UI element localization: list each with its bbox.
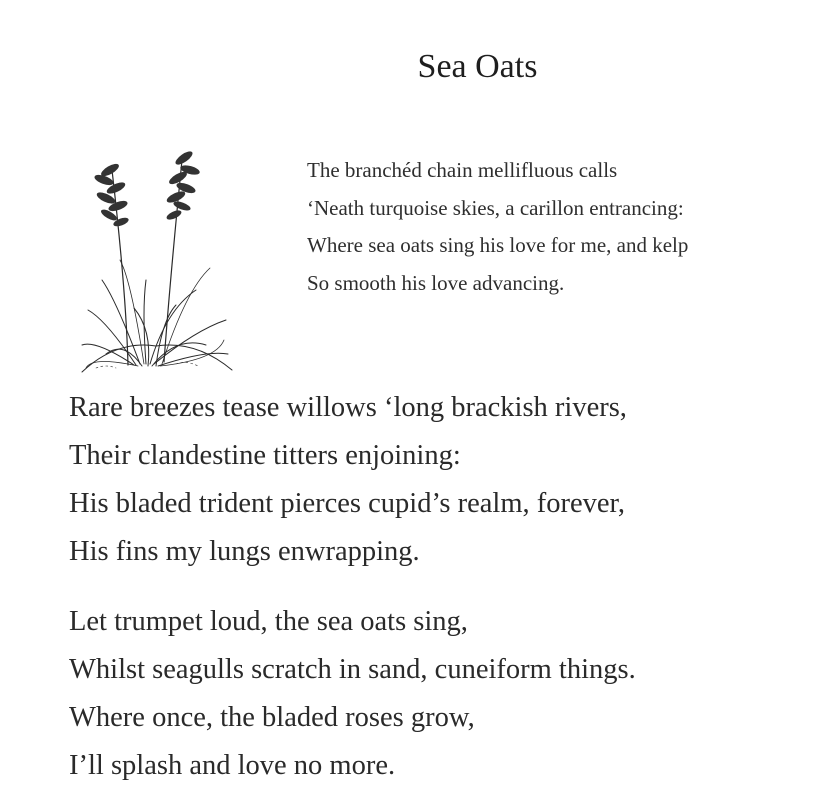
poem-line: I’ll splash and love no more. bbox=[69, 750, 396, 781]
poem-line: The branchéd chain mellifluous calls bbox=[307, 158, 618, 182]
poem-line: Rare breezes tease willows ‘long brackish rivers, bbox=[69, 392, 627, 423]
poem-line: His bladed trident pierces cupid’s realm, forever, bbox=[69, 488, 625, 519]
poem-line: ‘Neath turquoise skies, a carillon entrancing: bbox=[307, 195, 684, 220]
poem-line: Whilst seagulls scratch in sand, cuneiform things. bbox=[69, 654, 636, 685]
poem-line: Where once, the bladed roses grow, bbox=[69, 702, 475, 733]
sea-oats-illustration bbox=[76, 140, 236, 380]
poem-line: So smooth his love advancing. bbox=[307, 270, 565, 295]
poem-line: Their clandestine titters enjoining: bbox=[69, 440, 461, 471]
poem-line: His fins my lungs enwrapping. bbox=[69, 536, 420, 567]
poem-stanza-3 bbox=[69, 598, 636, 790]
poem-line: Where sea oats sing his love for me, and kelp bbox=[307, 233, 689, 257]
poem-stanza-2 bbox=[69, 384, 627, 576]
poem-title: Sea Oats bbox=[417, 48, 538, 85]
poem-line: Let trumpet loud, the sea oats sing, bbox=[69, 606, 468, 637]
poem-stanza-1 bbox=[307, 152, 688, 302]
